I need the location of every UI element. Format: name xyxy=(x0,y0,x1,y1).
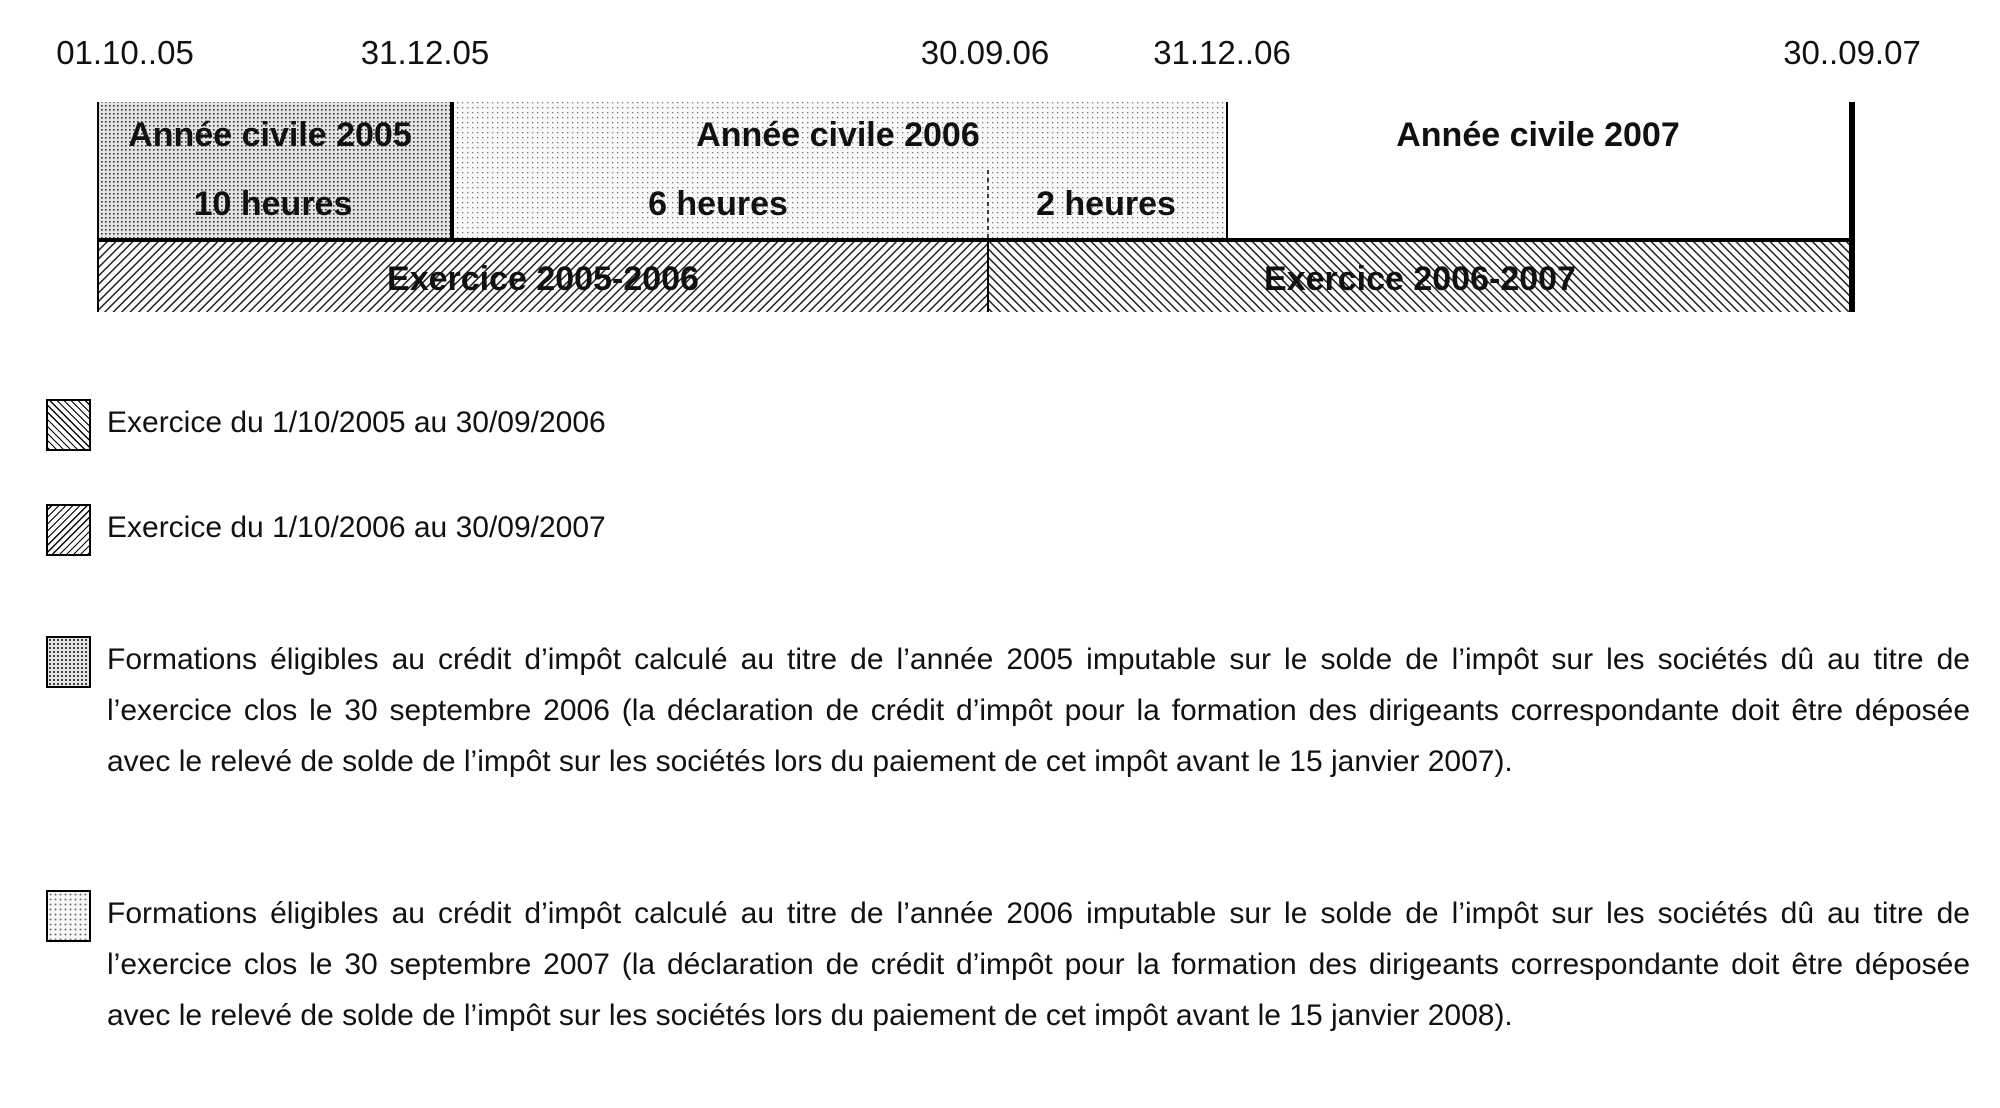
date-label-end-exercise-1: 30.09.06 xyxy=(920,34,1050,71)
dots-light-swatch xyxy=(46,890,91,942)
legend-text: Formations éligibles au crédit d’impôt calculé au titre de l’année 2006 imputable sur le solde de l’impôt sur les sociétés dû au titre de l’exercice clos le 30 septembre 2007 (la déclaration de crédit d’impôt pour la formation des dirigeants correspondante doit être déposée avec le relevé de solde de l’impôt sur les sociétés lors du paiement de cet impôt avant le 15 janvier 2008). xyxy=(107,897,1970,1032)
hours-2006-exercise1-label: 6 heures xyxy=(648,185,788,223)
legend-text: Exercice du 1/10/2005 au 30/09/2006 xyxy=(107,406,606,439)
exercise-2005-2006-label: Exercice 2005-2006 xyxy=(387,260,699,298)
year-2007-label: Année civile 2007 xyxy=(1396,116,1680,154)
date-label-end-2006: 31.12..06 xyxy=(1153,34,1291,71)
legend-text: Exercice du 1/10/2006 au 30/09/2007 xyxy=(107,511,606,544)
timeline-diagram xyxy=(0,0,2000,330)
hatch-slash-swatch xyxy=(46,504,91,556)
hours-2006-exercise2-label: 2 heures xyxy=(1036,185,1176,223)
hours-2005-label: 10 heures xyxy=(193,185,353,223)
dots-dense-swatch xyxy=(46,636,91,688)
year-2005-label: Année civile 2005 xyxy=(128,116,412,154)
date-label-end-exercise-2: 30..09.07 xyxy=(1783,34,1921,71)
date-label-end-2005: 31.12.05 xyxy=(360,34,490,71)
hatch-backslash-swatch xyxy=(46,399,91,451)
exercise-2006-2007-label: Exercice 2006-2007 xyxy=(1264,260,1576,298)
legend-text: Formations éligibles au crédit d’impôt calculé au titre de l’année 2005 imputable sur le solde de l’impôt sur les sociétés dû au titre de l’exercice clos le 30 septembre 2006 (la déclaration de crédit d’impôt pour la formation des dirigeants correspondante doit être déposée avec le relevé de solde de l’impôt sur les sociétés lors du paiement de cet impôt avant le 15 janvier 2007). xyxy=(107,643,1970,778)
year-2006-label: Année civile 2006 xyxy=(696,116,980,154)
date-label-start: 01.10..05 xyxy=(56,34,194,71)
